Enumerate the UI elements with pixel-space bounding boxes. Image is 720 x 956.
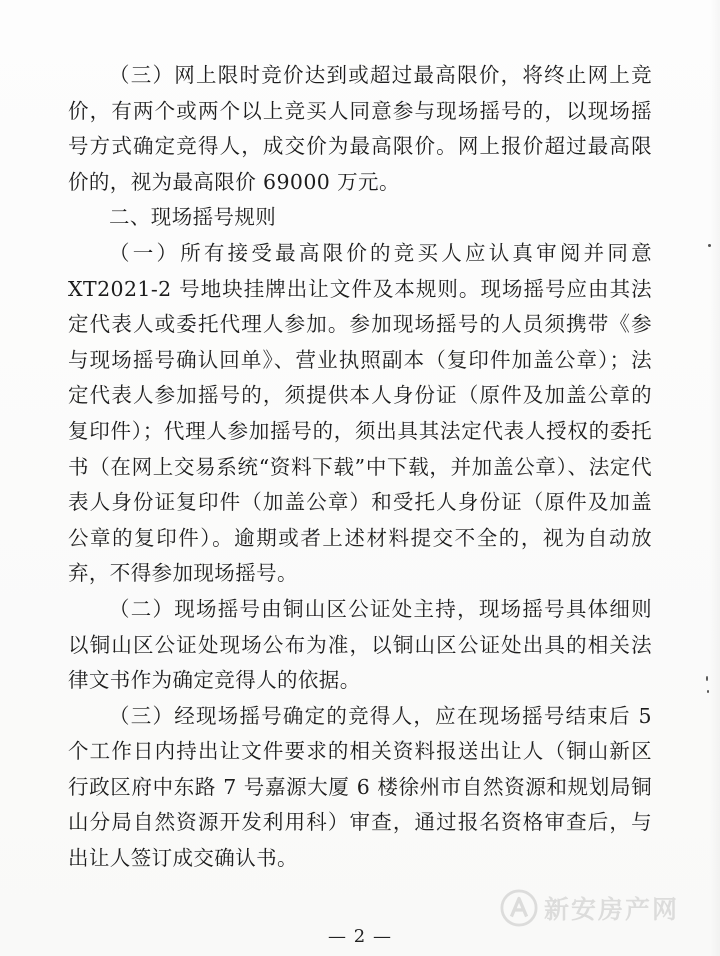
watermark-logo-icon: [500, 889, 538, 927]
paragraph-lottery-notary: （二）现场摇号由铜山区公证处主持，现场摇号具体细则以铜山区公证处现场公布为准，以铜山区公证处出具的相关法律文书作为确定竞得人的依据。: [68, 596, 652, 693]
watermark-text: 新安房产网: [544, 895, 680, 924]
paragraph-online-bidding-limit: （三）网上限时竞价达到或超过最高限价，将终止网上竞价，有两个或两个以上竞买人同意参与现场摇号的，以现场摇号方式确定竞得人，成交价为最高限价。网上报价超过最高限价的，视为最高限价 69000 万元。: [68, 63, 652, 194]
scan-speck: [706, 676, 708, 681]
watermark: [500, 888, 705, 928]
scan-speck: [708, 244, 711, 247]
paragraph-winner-submission: （三）经现场摇号确定的竞得人，应在现场摇号结束后 5 个工作日内持出让文件要求的相关资料报送出让人（铜山新区行政区府中东路 7 号嘉源大厦 6 楼徐州市自然资源和规划局铜山分局自然资源开发利用科）审查，通过报名资格审查后，与出让人签订成交确认书。: [68, 703, 652, 871]
section-heading-lottery-rules: 二、现场摇号规则: [109, 205, 277, 230]
paragraph-lottery-participants: （一）所有接受最高限价的竞买人应认真审阅并同意 XT2021-2 号地块挂牌出让文件及本规则。现场摇号应由其法定代表人或委托代理人参加。参加现场摇号的人员须携带《参与现场摇号确认回单》、营业执照副本（复印件加盖公章）；法定代表人参加摇号的，须提供本人身份证（原件及加盖公章的复印件）；代理人参加摇号的，须出具其法定代表人授权的委托书（在网上交易系统“资料下载”中下载，并加盖公章）、法定代表人身份证复印件（加盖公章）和受托人身份证（原件及加盖公章的复印件）。逾期或者上述材料提交不全的，视为自动放弃，不得参加现场摇号。: [68, 240, 652, 586]
page-number: — 2 —: [328, 926, 392, 947]
scan-speck: [707, 690, 709, 693]
paper-edge-shadow: [710, 0, 720, 956]
document-body: [68, 58, 652, 877]
